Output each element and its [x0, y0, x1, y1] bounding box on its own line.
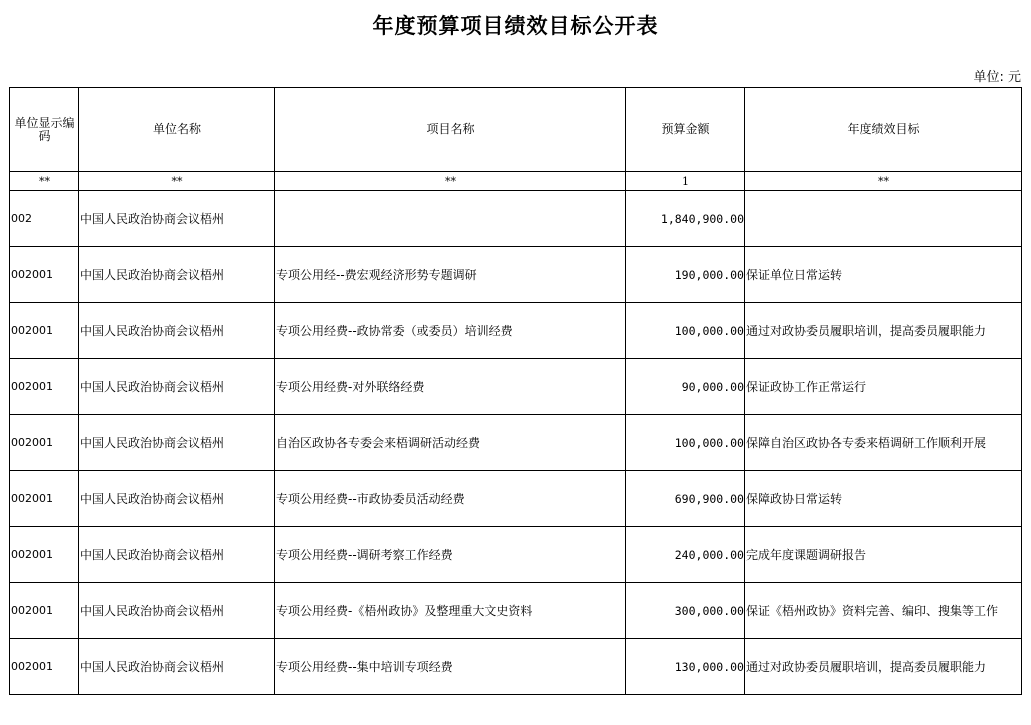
- page-title: 年度预算项目绩效目标公开表: [372, 13, 659, 38]
- annual-goal-cell: 保证《梧州政协》资料完善、编印、搜集等工作: [745, 583, 1022, 639]
- index-row: [10, 172, 1022, 191]
- unit-code-cell: 002001: [10, 359, 79, 415]
- table-row: [10, 415, 1022, 471]
- budget-amount-cell: 690,900.00: [626, 471, 745, 527]
- table-row: [10, 471, 1022, 527]
- budget-amount-cell: 130,000.00: [626, 639, 745, 695]
- project-name-cell: [275, 191, 626, 247]
- unit-name-cell: 中国人民政治协商会议梧州: [79, 359, 275, 415]
- project-name-cell: 专项公用经费--集中培训专项经费: [275, 639, 626, 695]
- unit-code-cell: 002001: [10, 527, 79, 583]
- index-cell: **: [745, 172, 1022, 191]
- annual-goal-cell: 通过对政协委员履职培训，提高委员履职能力: [745, 639, 1022, 695]
- budget-amount-cell: 100,000.00: [626, 415, 745, 471]
- header-budget-amount: 预算金额: [626, 88, 745, 172]
- annual-goal-cell: 保障自治区政协各专委来梧调研工作顺利开展: [745, 415, 1022, 471]
- project-name-cell: 专项公用经费--调研考察工作经费: [275, 527, 626, 583]
- index-cell: **: [10, 172, 79, 191]
- budget-amount-cell: 90,000.00: [626, 359, 745, 415]
- annual-goal-cell: 保证政协工作正常运行: [745, 359, 1022, 415]
- table-row: [10, 527, 1022, 583]
- table-row: [10, 303, 1022, 359]
- index-cell: **: [79, 172, 275, 191]
- unit-name-cell: 中国人民政治协商会议梧州: [79, 471, 275, 527]
- project-name-cell: 专项公用经费--市政协委员活动经费: [275, 471, 626, 527]
- index-cell: 1: [626, 172, 745, 191]
- unit-code-cell: 002001: [10, 639, 79, 695]
- unit-code-cell: 002: [10, 191, 79, 247]
- project-name-cell: 自治区政协各专委会来梧调研活动经费: [275, 415, 626, 471]
- budget-table: [9, 87, 1022, 695]
- budget-amount-cell: 240,000.00: [626, 527, 745, 583]
- budget-amount-cell: 190,000.00: [626, 247, 745, 303]
- annual-goal-cell: 完成年度课题调研报告: [745, 527, 1022, 583]
- unit-name-cell: 中国人民政治协商会议梧州: [79, 583, 275, 639]
- table-row: [10, 247, 1022, 303]
- unit-code-cell: 002001: [10, 303, 79, 359]
- header-row: [10, 88, 1022, 172]
- table-row: [10, 359, 1022, 415]
- header-annual-goal: 年度绩效目标: [745, 88, 1022, 172]
- annual-goal-cell: 通过对政协委员履职培训，提高委员履职能力: [745, 303, 1022, 359]
- unit-name-cell: 中国人民政治协商会议梧州: [79, 527, 275, 583]
- header-project-name: 项目名称: [275, 88, 626, 172]
- unit-code-cell: 002001: [10, 415, 79, 471]
- unit-name-cell: 中国人民政治协商会议梧州: [79, 415, 275, 471]
- unit-name-cell: 中国人民政治协商会议梧州: [79, 191, 275, 247]
- budget-amount-cell: 1,840,900.00: [626, 191, 745, 247]
- budget-amount-cell: 300,000.00: [626, 583, 745, 639]
- project-name-cell: 专项公用经费--政协常委（或委员）培训经费: [275, 303, 626, 359]
- table-row: [10, 191, 1022, 247]
- annual-goal-cell: [745, 191, 1022, 247]
- header-unit-code: 单位显示编码: [10, 88, 79, 172]
- header-unit-name: 单位名称: [79, 88, 275, 172]
- index-cell: **: [275, 172, 626, 191]
- project-name-cell: 专项公用经费-对外联络经费: [275, 359, 626, 415]
- annual-goal-cell: 保证单位日常运转: [745, 247, 1022, 303]
- unit-name-cell: 中国人民政治协商会议梧州: [79, 247, 275, 303]
- project-name-cell: 专项公用经--费宏观经济形势专题调研: [275, 247, 626, 303]
- unit-name-cell: 中国人民政治协商会议梧州: [79, 303, 275, 359]
- annual-goal-cell: 保障政协日常运转: [745, 471, 1022, 527]
- budget-amount-cell: 100,000.00: [626, 303, 745, 359]
- unit-name-cell: 中国人民政治协商会议梧州: [79, 639, 275, 695]
- unit-code-cell: 002001: [10, 471, 79, 527]
- project-name-cell: 专项公用经费-《梧州政协》及整理重大文史资料: [275, 583, 626, 639]
- unit-code-cell: 002001: [10, 247, 79, 303]
- table-row: [10, 583, 1022, 639]
- unit-code-cell: 002001: [10, 583, 79, 639]
- unit-label: 单位: 元: [973, 70, 1021, 85]
- table-row: [10, 639, 1022, 695]
